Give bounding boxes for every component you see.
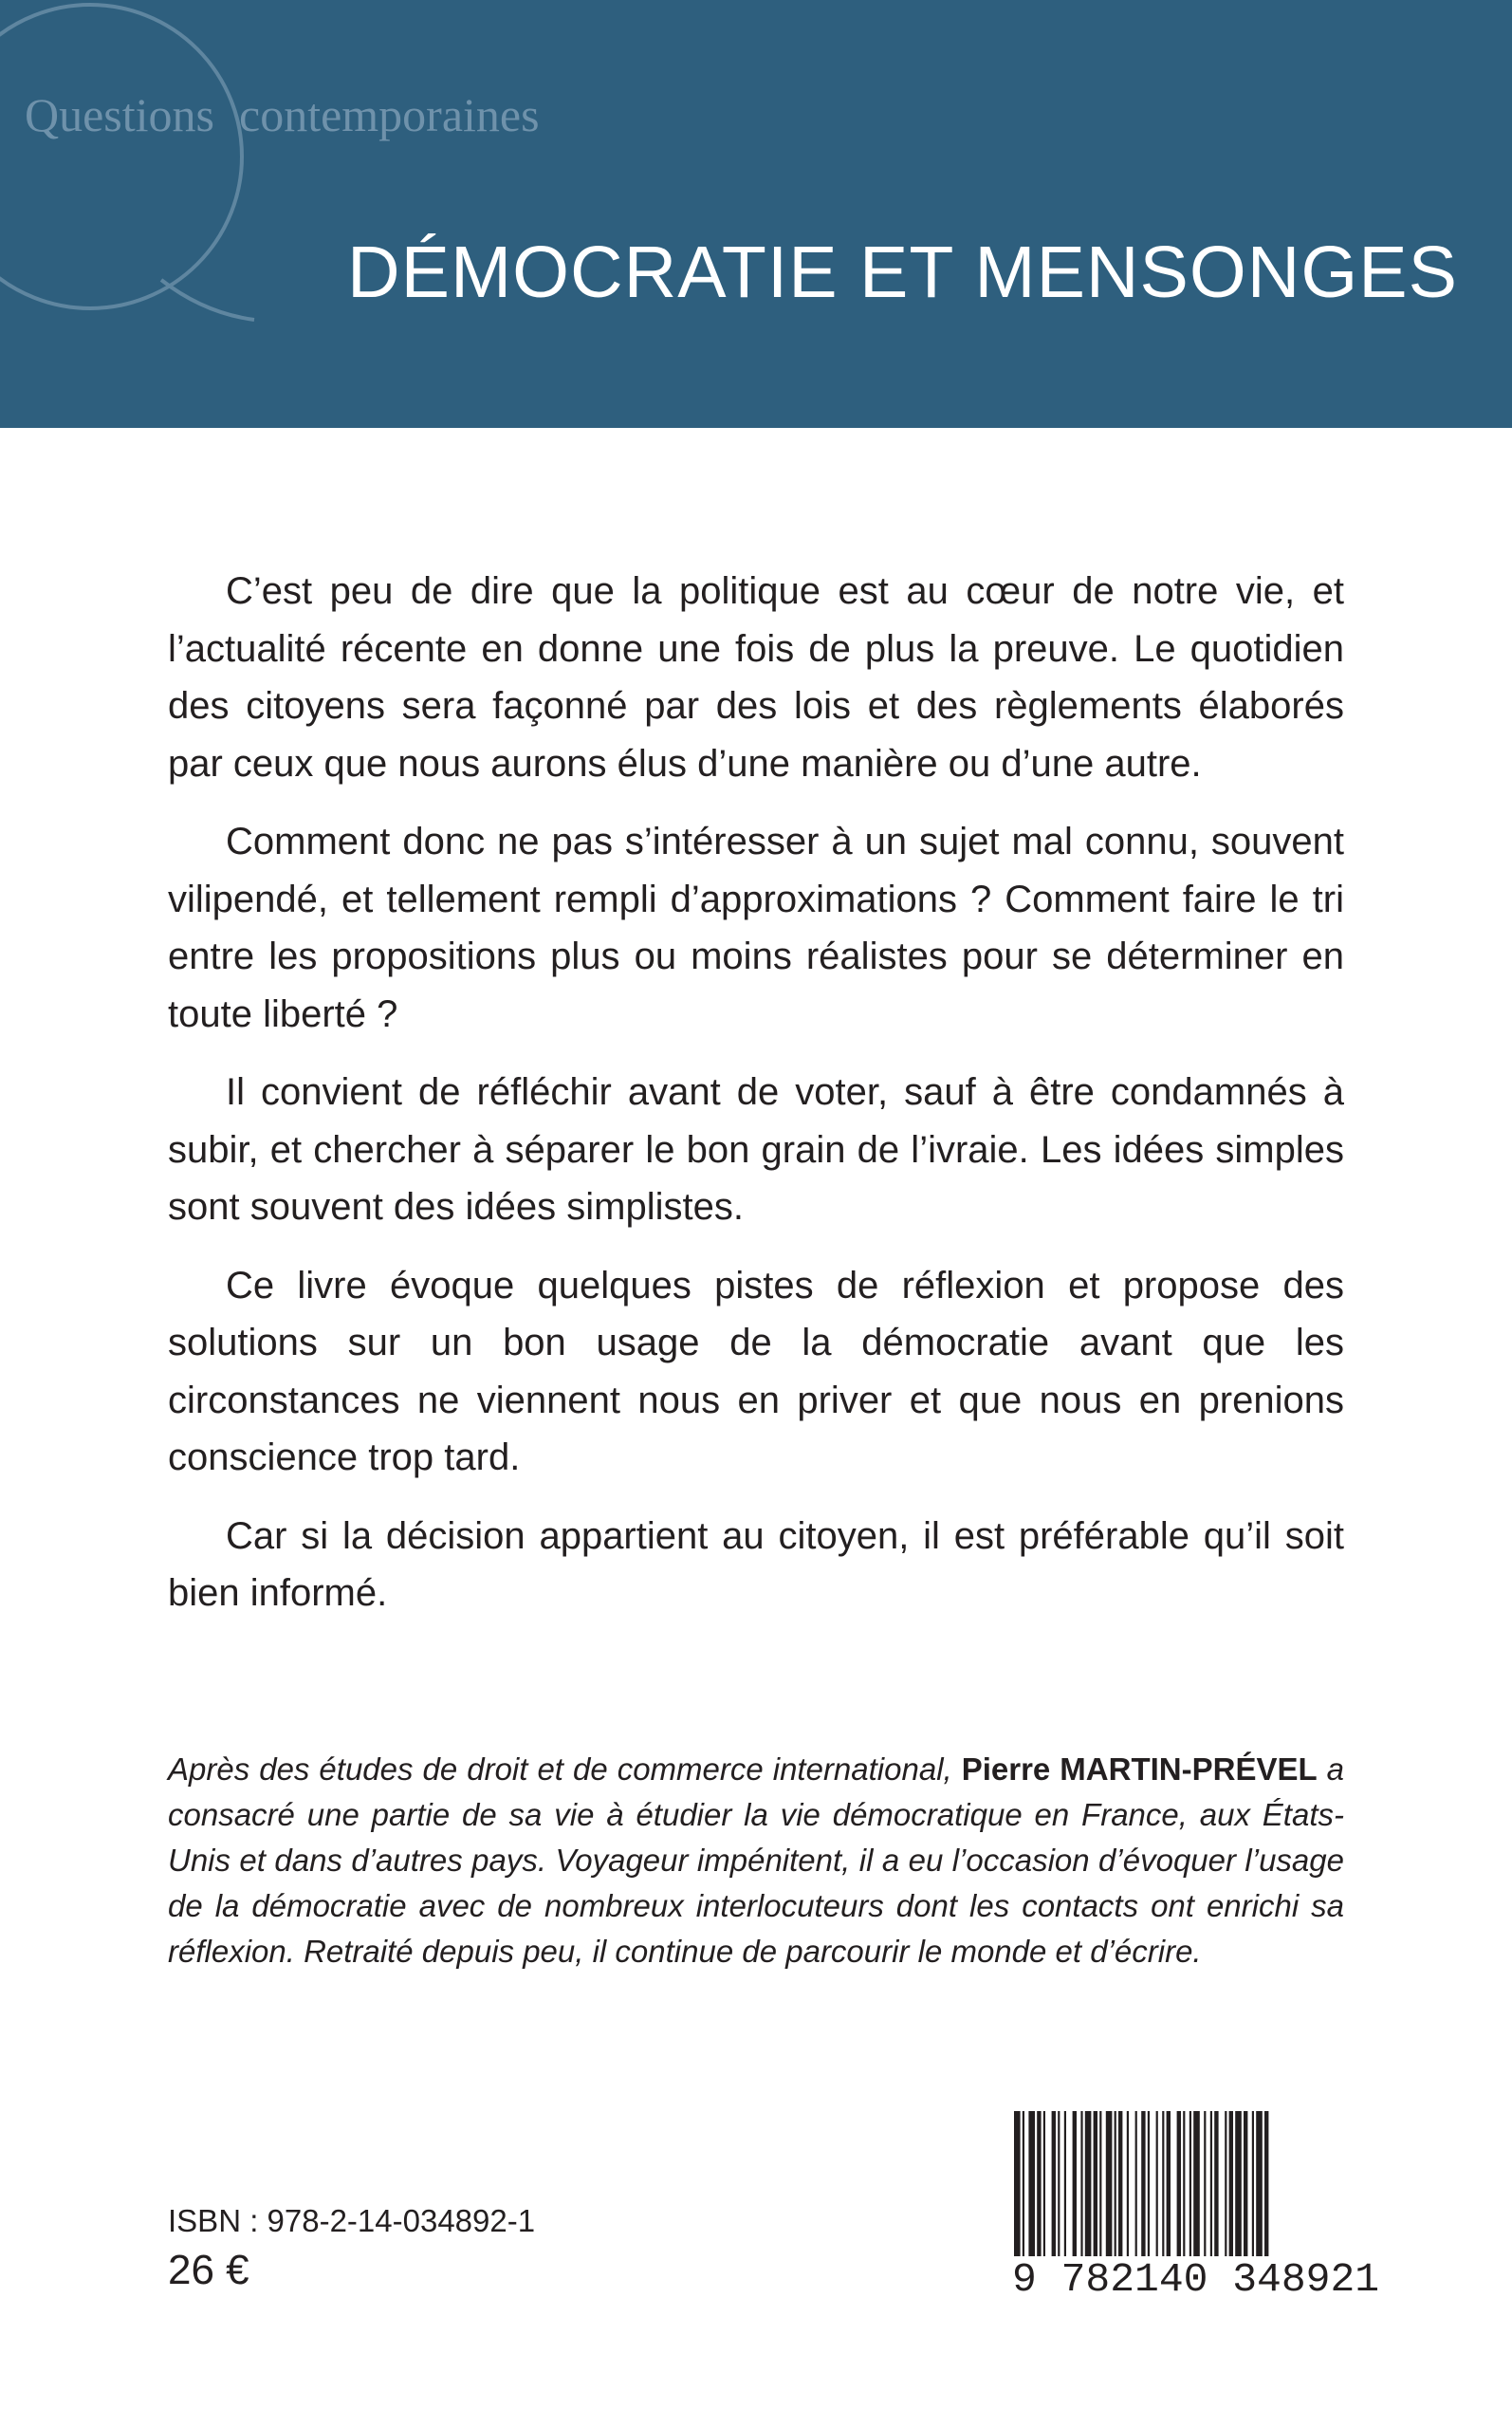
bio-intro: Après des études de droit et de commerce international, [168,1751,962,1787]
isbn: ISBN : 978-2-14-034892-1 [168,2203,536,2238]
blurb-paragraph-1: C’est peu de dire que la politique est au cœur de notre vie, et l’actualité récente en donne une fois de plus la preuve. Le quotidien des citoyens sera façonné par des lois et des règlements élaborés par ceux que nous aurons élus d’une manière ou d’une autre. [168,570,1344,785]
bio-text: a consacré une partie de sa vie à étudier la vie démocratique en France, aux États-Unis et dans d’autres pays. Voyageur impénitent, il a eu l’occasion d’évoquer l’usage de la démocratie avec de nombreux interlocuteurs dont les contacts ont enrichi sa réflexion. Retraité depuis peu, il continue de parcourir le monde et d’écrire. [168,1751,1345,1969]
author-name: Pierre MARTIN-PRÉVEL [961,1751,1318,1787]
blurb-paragraph-5: Car si la décision appartient au citoyen, il est préférable qu’il soit bien informé. [168,1514,1344,1614]
series-name [25,87,564,142]
barcode-number: 9 782140 348921 [1012,2256,1380,2303]
series-word-questions: Questions [25,88,214,141]
blurb-paragraph-3: Il convient de réfléchir avant de voter, sauf à être condamnés à subir, et chercher à séparer le bon grain de l’ivraie. Les idées simples sont souvent des idées simplistes. [168,1071,1344,1228]
price: 26 € [168,2247,249,2293]
cover-header [0,0,1512,428]
blurb-paragraph-2: Comment donc ne pas s’intéresser à un sujet mal connu, souvent vilipendé, et tellement rempli d’approximations ? Comment faire le tri entre les propositions plus ou moins réalistes pour se déterminer en toute liberté ? [168,821,1344,1035]
series-q-logo-icon [0,0,285,342]
author-bio [168,1747,1344,1974]
back-cover-blurb [168,563,1344,1643]
blurb-paragraph-4: Ce livre évoque quelques pistes de réflexion et propose des solutions sur un bon usage de la démocratie avant que les circonstances ne viennent nous en priver et que nous en prenions conscience trop tard. [168,1264,1344,1478]
book-title: DÉMOCRATIE ET MENSONGES [347,232,1459,313]
series-word-contemporaines: contemporaines [239,88,540,141]
